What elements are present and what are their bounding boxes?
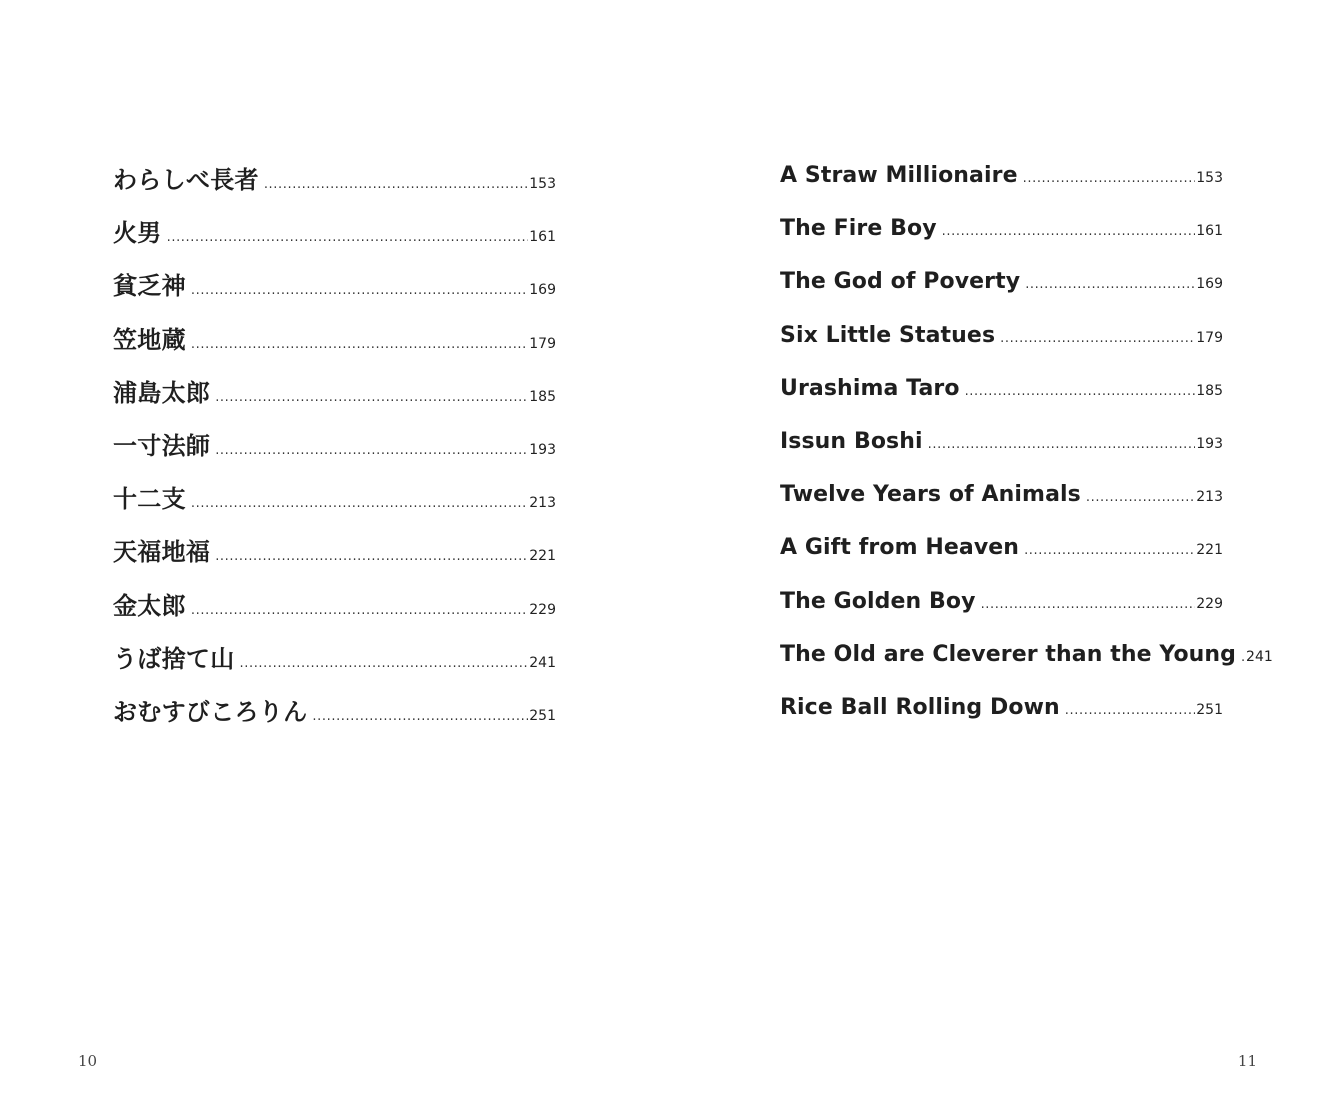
toc-entry[interactable] [780, 695, 1223, 748]
toc-entry-title: Six Little Statues [780, 322, 996, 348]
toc-entry[interactable] [780, 323, 1223, 376]
toc-entry-title: A Straw Millionaire [780, 163, 1018, 188]
dot-leader [1025, 277, 1195, 292]
toc-entry[interactable] [780, 269, 1223, 322]
dot-leader [312, 709, 528, 724]
toc-entry-page: 229 [1196, 595, 1223, 612]
toc-entry[interactable] [113, 426, 556, 479]
toc-entry[interactable] [780, 535, 1223, 588]
toc-entry-title: Twelve Years of Animals [780, 482, 1081, 508]
toc-entry-page: 153 [529, 176, 556, 192]
toc-entry-title: The God of Poverty [780, 269, 1021, 295]
dot-leader [240, 656, 529, 671]
toc-entry-page: 221 [1196, 542, 1223, 559]
dot-leader [191, 283, 528, 298]
toc-entry[interactable] [113, 320, 556, 373]
toc-entry[interactable] [113, 479, 556, 532]
dot-leader [942, 224, 1196, 239]
toc-entry[interactable] [113, 160, 556, 213]
toc-entry[interactable] [780, 589, 1223, 642]
toc-entry-title: Urashima Taro [780, 375, 960, 401]
toc-entry[interactable] [780, 641, 1273, 695]
toc-entry-page: 153 [1196, 170, 1223, 186]
toc-entry-page: 179 [1196, 329, 1223, 346]
dot-leader [191, 603, 528, 618]
dot-leader [1024, 543, 1195, 558]
toc-entry-page: 193 [1196, 435, 1223, 452]
toc-entry-page: 213 [529, 495, 556, 512]
toc-entry-title: 天福地福 [113, 538, 211, 567]
toc-entry[interactable] [113, 266, 556, 319]
toc-entry-page: 185 [1196, 382, 1223, 399]
toc-entry[interactable] [113, 213, 556, 266]
toc-entry-page: 221 [529, 548, 556, 565]
dot-leader [1086, 490, 1195, 505]
toc-entry-title: Rice Ball Rolling Down [780, 694, 1060, 720]
toc-entry-title: 一寸法師 [113, 431, 211, 460]
left-page [0, 0, 667, 1111]
toc-entry-title: 十二支 [113, 485, 186, 514]
toc-entry-page: 241 [1246, 648, 1273, 665]
toc-entry-title: 浦島太郎 [113, 378, 211, 407]
page-number: 10 [78, 1052, 98, 1070]
toc-entry-title: The Golden Boy [780, 588, 976, 614]
dot-leader [191, 337, 528, 352]
toc-entry-page: 193 [529, 441, 556, 458]
dot-leader [981, 597, 1196, 612]
toc-entry-page: 169 [1196, 276, 1223, 293]
toc-entry[interactable] [780, 216, 1223, 269]
toc-entry[interactable] [780, 163, 1223, 216]
dot-leader [215, 549, 528, 564]
dot-leader [167, 230, 529, 245]
dot-leader [965, 384, 1196, 399]
toc-entry[interactable] [780, 376, 1223, 429]
toc-entry-title: 貧乏神 [113, 272, 186, 301]
dot-leader [215, 443, 528, 458]
right-page [667, 0, 1335, 1111]
toc-entry-page: 179 [529, 335, 556, 352]
toc-entry-title: おむすびころりん [113, 697, 308, 726]
toc-entry-page: 213 [1196, 489, 1223, 506]
japanese-contents-list [113, 160, 556, 745]
toc-entry-page: 169 [529, 282, 556, 299]
page-number: 11 [1237, 1052, 1257, 1070]
toc-entry-title: A Gift from Heaven [780, 535, 1020, 561]
toc-entry[interactable] [780, 429, 1223, 482]
toc-entry-page: 161 [529, 229, 556, 246]
toc-entry[interactable] [113, 373, 556, 426]
toc-entry[interactable] [113, 586, 556, 639]
english-contents-list [780, 163, 1273, 748]
toc-entry-title: わらしべ長者 [113, 166, 259, 194]
toc-entry[interactable] [780, 482, 1223, 535]
dot-leader [928, 437, 1196, 452]
toc-entry-page: 241 [529, 654, 556, 671]
toc-entry-page: 185 [529, 388, 556, 405]
toc-entry-title: Issun Boshi [780, 428, 923, 454]
toc-entry-title: うば捨て山 [113, 644, 235, 673]
toc-entry-title: 笠地蔵 [113, 325, 186, 354]
toc-entry-page: 161 [1196, 223, 1223, 240]
toc-entry-page: 229 [529, 601, 556, 618]
toc-entry-title: 火男 [113, 219, 162, 248]
dot-leader [215, 390, 528, 405]
dot-leader [191, 496, 528, 511]
toc-entry-title: The Old are Cleverer than the Young [780, 641, 1237, 667]
toc-entry[interactable] [113, 532, 556, 585]
toc-entry-page: 251 [529, 707, 556, 724]
toc-entry-title: 金太郎 [113, 591, 186, 620]
dot-leader [1000, 331, 1195, 346]
toc-entry[interactable] [113, 639, 556, 692]
dot-leader [1065, 703, 1195, 718]
dot-leader [1023, 171, 1196, 186]
toc-entry-page: 251 [1196, 701, 1223, 718]
dot-leader [264, 177, 528, 192]
toc-entry[interactable] [113, 692, 556, 745]
toc-entry-title: The Fire Boy [780, 216, 937, 242]
